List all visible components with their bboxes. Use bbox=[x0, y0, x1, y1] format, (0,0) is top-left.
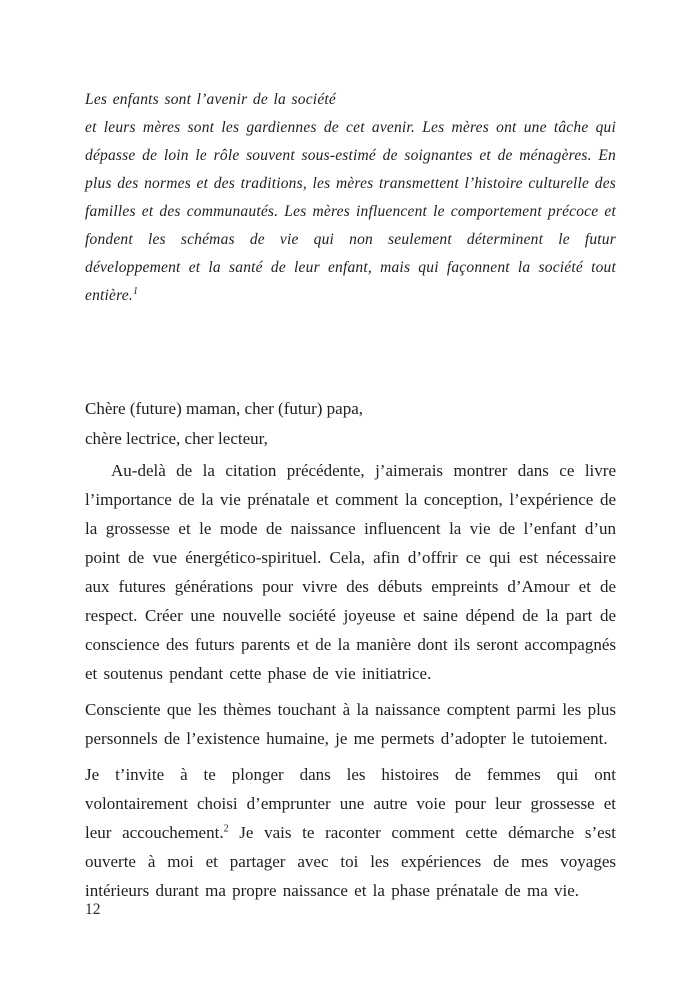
paragraph-3-text-after: Je vais te raconter comment cette démarche s’est ouverte à moi et partager avec toi les expériences de mes voyages intérieurs durant ma propre naissance et la phase prénatale de ma vie. bbox=[85, 823, 616, 900]
footnote-marker-2: 2 bbox=[223, 823, 229, 835]
epigraph-body bbox=[85, 114, 616, 310]
footnote-marker-1: 1 bbox=[132, 285, 139, 297]
salutation-line-2: chère lectrice, cher lecteur, bbox=[85, 429, 268, 448]
salutation bbox=[85, 394, 616, 454]
epigraph-body-text: et leurs mères sont les gardiennes de cet avenir. Les mères ont une tâche qui dépasse de loin le rôle souvent sous-estimé de soignantes et de ménagères. En plus des normes et des traditions, les mères transmettent l’histoire culturelle des familles et des communautés. Les mères influencent le comportement précoce et fondent les schémas de vie qui non seulement déterminent le futur développement et la santé de leur enfant, mais qui façonnent la société tout entière. bbox=[85, 119, 616, 304]
paragraph-3-text-before: Je t’invite à te plonger dans les histoires de femmes qui ont volontairement choisi d’emprunter une autre voie pour leur grossesse et leur accouchement. bbox=[85, 765, 616, 842]
salutation-line-1: Chère (future) maman, cher (futur) papa, bbox=[85, 399, 364, 418]
epigraph-opening-line: Les enfants sont l’avenir de la société bbox=[85, 91, 336, 108]
paragraph-3 bbox=[85, 760, 616, 905]
epigraph bbox=[85, 86, 616, 310]
page-number: 12 bbox=[85, 901, 101, 918]
body-text bbox=[85, 456, 616, 905]
paragraph-2: Consciente que les thèmes touchant à la naissance comptent parmi les plus personnels de l’existence humaine, je me permets d’adopter le tutoiement. bbox=[85, 700, 616, 748]
paragraph-1: Au-delà de la citation précédente, j’aimerais montrer dans ce livre l’importance de la vie prénatale et comment la conception, l’expérience de la grossesse et le mode de naissance influencent la vie de l’enfant d’un point de vue énergético-spirituel. Cela, afin d’offrir ce qui est nécessaire aux futures générations pour vivre des débuts empreints d’Amour et de respect. Créer une nouvelle société joyeuse et saine dépend de la part de conscience des futurs parents et de la manière dont ils seront accompagnés et soutenus pendant cette phase de vie initiatrice. bbox=[85, 461, 616, 683]
